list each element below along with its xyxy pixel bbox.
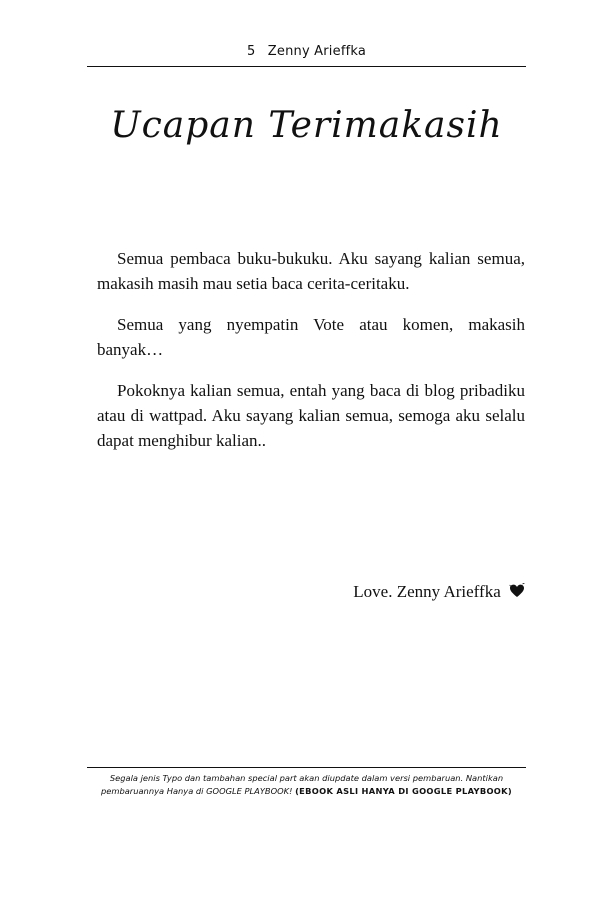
signature-text: Love. Zenny Arieffka [353, 582, 501, 601]
page-number: 5 [246, 44, 256, 59]
header-author: Zenny Arieffka [267, 44, 367, 59]
page-footer [87, 767, 526, 797]
paragraph: Pokoknya kalian semua, entah yang baca di blog pribadiku atau di wattpad. Aku sayang kalian semua, semoga aku selalu dapat menghibur kalian.. [97, 381, 525, 450]
paragraph: Semua yang nyempatin Vote atau komen, makasih banyak… [97, 315, 525, 359]
page-body [97, 246, 525, 469]
footer-emphasis: (EBOOK ASLI HANYA DI GOOGLE PLAYBOOK) [295, 785, 512, 796]
heart-icon [509, 582, 525, 598]
footer-note: Segala jenis Typo dan tambahan special part akan diupdate dalam versi pembaruan. Nantikan pembaruannya Hanya di GOOGLE PLAYBOOK! [101, 773, 504, 796]
signature [300, 580, 525, 604]
page-title: Ucapan Terimakasih [110, 105, 503, 146]
page-header [87, 42, 526, 67]
paragraph: Semua pembaca buku-bukuku. Aku sayang kalian semua, makasih masih mau setia baca cerita-ceritaku. [97, 249, 525, 293]
